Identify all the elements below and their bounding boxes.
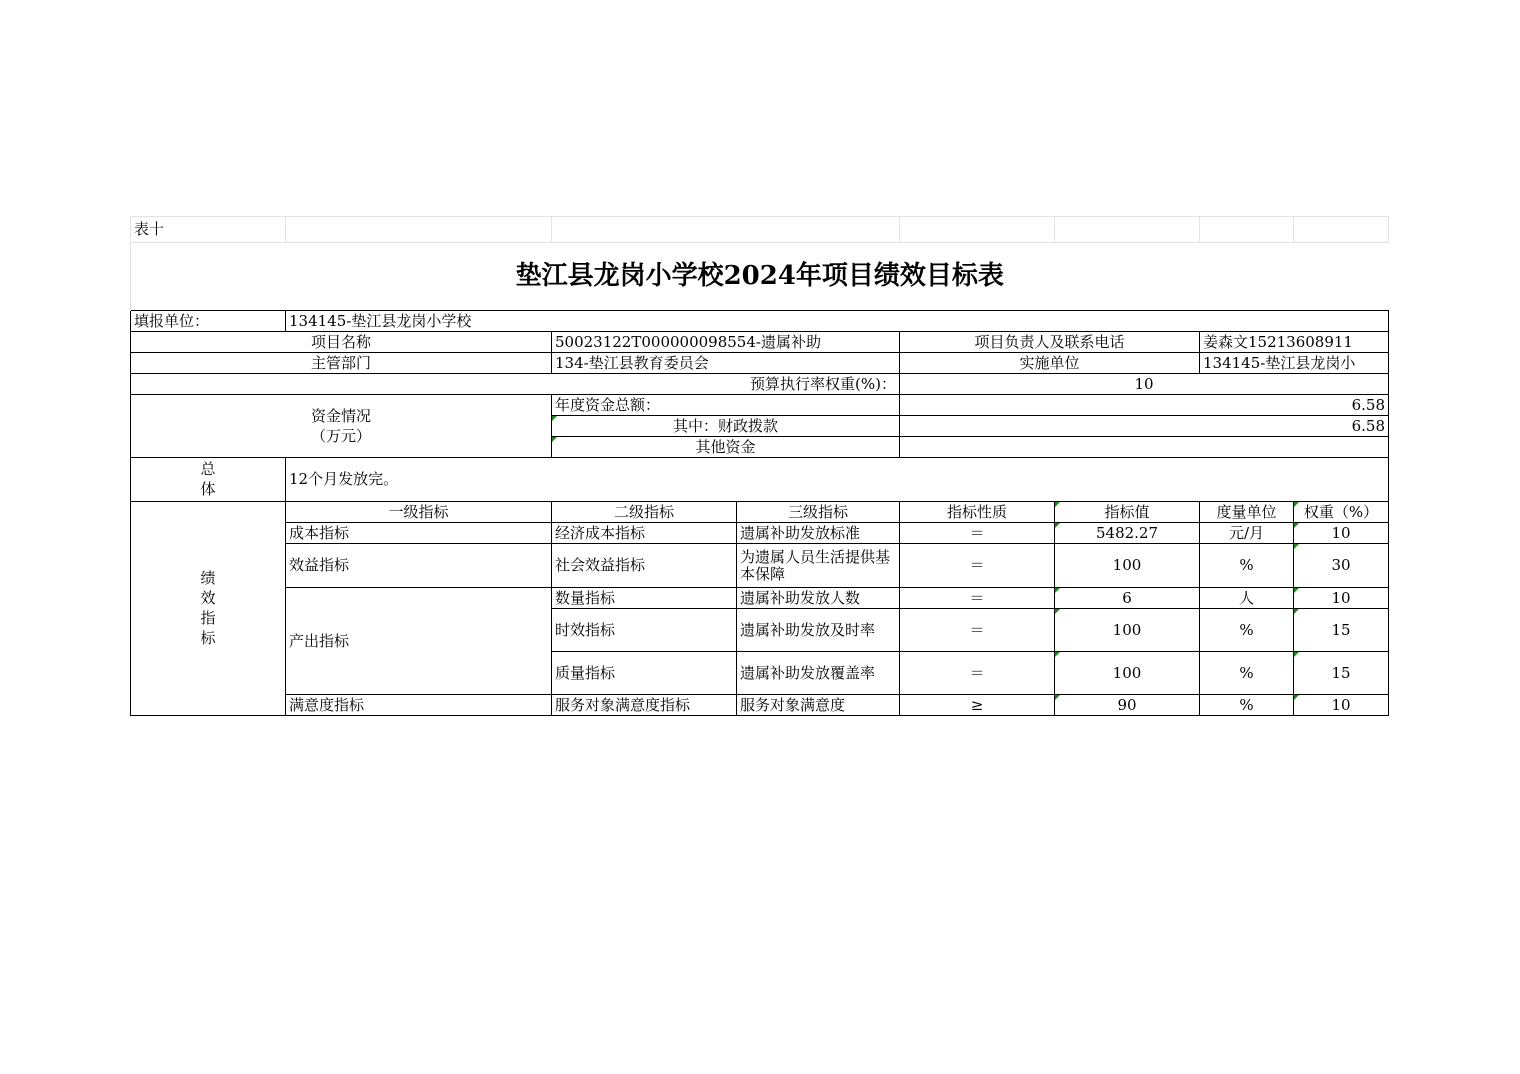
indicator-nature: ＝ — [900, 652, 1055, 695]
indicator-value: 90 — [1055, 695, 1200, 716]
table-number: 表十 — [131, 217, 286, 243]
dept-row — [131, 353, 1389, 374]
project-name-label: 项目名称 — [131, 332, 552, 353]
indicator-value: 100 — [1055, 544, 1200, 588]
table-number-row — [131, 217, 1389, 243]
indicator-unit: 元/月 — [1200, 523, 1294, 544]
level3-indicator: 遗属补助发放覆盖率 — [737, 652, 900, 695]
level1-indicator: 满意度指标 — [286, 695, 552, 716]
funds-other-label: 其他资金 — [552, 437, 900, 458]
performance-indicator-side-label — [131, 502, 286, 716]
level1-indicator: 成本指标 — [286, 523, 552, 544]
budget-weight-value: 10 — [900, 374, 1389, 395]
level3-indicator: 遗属补助发放标准 — [737, 523, 900, 544]
table-row — [131, 523, 1389, 544]
level2-indicator: 时效指标 — [552, 609, 737, 652]
column-header: 指标值 — [1055, 502, 1200, 523]
dept-label: 主管部门 — [131, 353, 552, 374]
indicator-header-row — [131, 502, 1389, 523]
indicator-value: 100 — [1055, 652, 1200, 695]
budget-weight-row — [131, 374, 1389, 395]
performance-target-table — [130, 216, 1389, 716]
project-name-value: 50023122T000000098554-遗属补助 — [552, 332, 900, 353]
indicator-nature: ＝ — [900, 588, 1055, 609]
level3-indicator: 遗属补助发放人数 — [737, 588, 900, 609]
indicator-unit: 人 — [1200, 588, 1294, 609]
column-header: 权重（%） — [1294, 502, 1389, 523]
column-header: 指标性质 — [900, 502, 1055, 523]
dept-value: 134-垫江县教育委员会 — [552, 353, 900, 374]
indicator-nature: ＝ — [900, 544, 1055, 588]
contact-label: 项目负责人及联系电话 — [900, 332, 1200, 353]
indicator-unit: % — [1200, 695, 1294, 716]
project-name-row — [131, 332, 1389, 353]
funds-total-value: 6.58 — [900, 395, 1389, 416]
level1-indicator: 效益指标 — [286, 544, 552, 588]
indicator-value: 5482.27 — [1055, 523, 1200, 544]
overall-goal-text: 12个月发放完。 — [286, 458, 1389, 502]
indicator-unit: % — [1200, 544, 1294, 588]
overall-goal-label-line1: 总 — [200, 460, 216, 478]
funds-label-line1: 资金情况 — [310, 406, 371, 425]
side-char-3: 指 — [200, 609, 216, 627]
indicator-weight: 10 — [1294, 588, 1389, 609]
performance-target-sheet — [130, 216, 1388, 716]
indicator-weight: 15 — [1294, 652, 1389, 695]
level2-indicator: 经济成本指标 — [552, 523, 737, 544]
table-row — [131, 695, 1389, 716]
overall-goal-label-line2: 体 — [200, 480, 216, 498]
indicator-nature: ＝ — [900, 609, 1055, 652]
funds-other-value — [900, 437, 1389, 458]
side-char-4: 标 — [200, 629, 216, 647]
funds-fiscal-value: 6.58 — [900, 416, 1389, 437]
column-header: 二级指标 — [552, 502, 737, 523]
indicator-nature: ＝ — [900, 523, 1055, 544]
level2-indicator: 服务对象满意度指标 — [552, 695, 737, 716]
impl-unit-label: 实施单位 — [900, 353, 1200, 374]
overall-goal-row — [131, 458, 1389, 502]
table-row — [131, 588, 1389, 609]
funds-label-line2: （万元） — [310, 426, 371, 445]
side-char-1: 绩 — [200, 569, 216, 587]
funds-total-row — [131, 395, 1389, 416]
indicator-value: 6 — [1055, 588, 1200, 609]
funds-total-label: 年度资金总额： — [552, 395, 900, 416]
column-header: 一级指标 — [286, 502, 552, 523]
page-title: 垫江县龙岗小学校2024年项目绩效目标表 — [131, 243, 1389, 311]
impl-unit-value: 134145-垫江县龙岗小 — [1200, 353, 1389, 374]
indicator-unit: % — [1200, 609, 1294, 652]
fill-unit-row — [131, 311, 1389, 332]
level1-indicator: 产出指标 — [286, 588, 552, 695]
contact-value: 姜森文15213608911 — [1200, 332, 1389, 353]
indicator-weight: 10 — [1294, 523, 1389, 544]
column-header: 度量单位 — [1200, 502, 1294, 523]
level2-indicator: 数量指标 — [552, 588, 737, 609]
level3-indicator: 服务对象满意度 — [737, 695, 900, 716]
indicator-weight: 30 — [1294, 544, 1389, 588]
indicator-value: 100 — [1055, 609, 1200, 652]
funds-label — [131, 395, 552, 458]
level3-indicator: 为遗属人员生活提供基本保障 — [737, 544, 900, 588]
title-row — [131, 243, 1389, 311]
level3-indicator: 遗属补助发放及时率 — [737, 609, 900, 652]
funds-fiscal-label: 其中：财政拨款 — [552, 416, 900, 437]
overall-goal-label — [131, 458, 286, 502]
level2-indicator: 质量指标 — [552, 652, 737, 695]
indicator-weight: 10 — [1294, 695, 1389, 716]
level2-indicator: 社会效益指标 — [552, 544, 737, 588]
fill-unit-label: 填报单位： — [131, 311, 286, 332]
fill-unit-value: 134145-垫江县龙岗小学校 — [286, 311, 1389, 332]
budget-weight-label: 预算执行率权重(%)： — [131, 374, 900, 395]
indicator-unit: % — [1200, 652, 1294, 695]
table-row — [131, 544, 1389, 588]
indicator-nature: ≥ — [900, 695, 1055, 716]
column-header: 三级指标 — [737, 502, 900, 523]
side-char-2: 效 — [200, 589, 216, 607]
indicator-weight: 15 — [1294, 609, 1389, 652]
